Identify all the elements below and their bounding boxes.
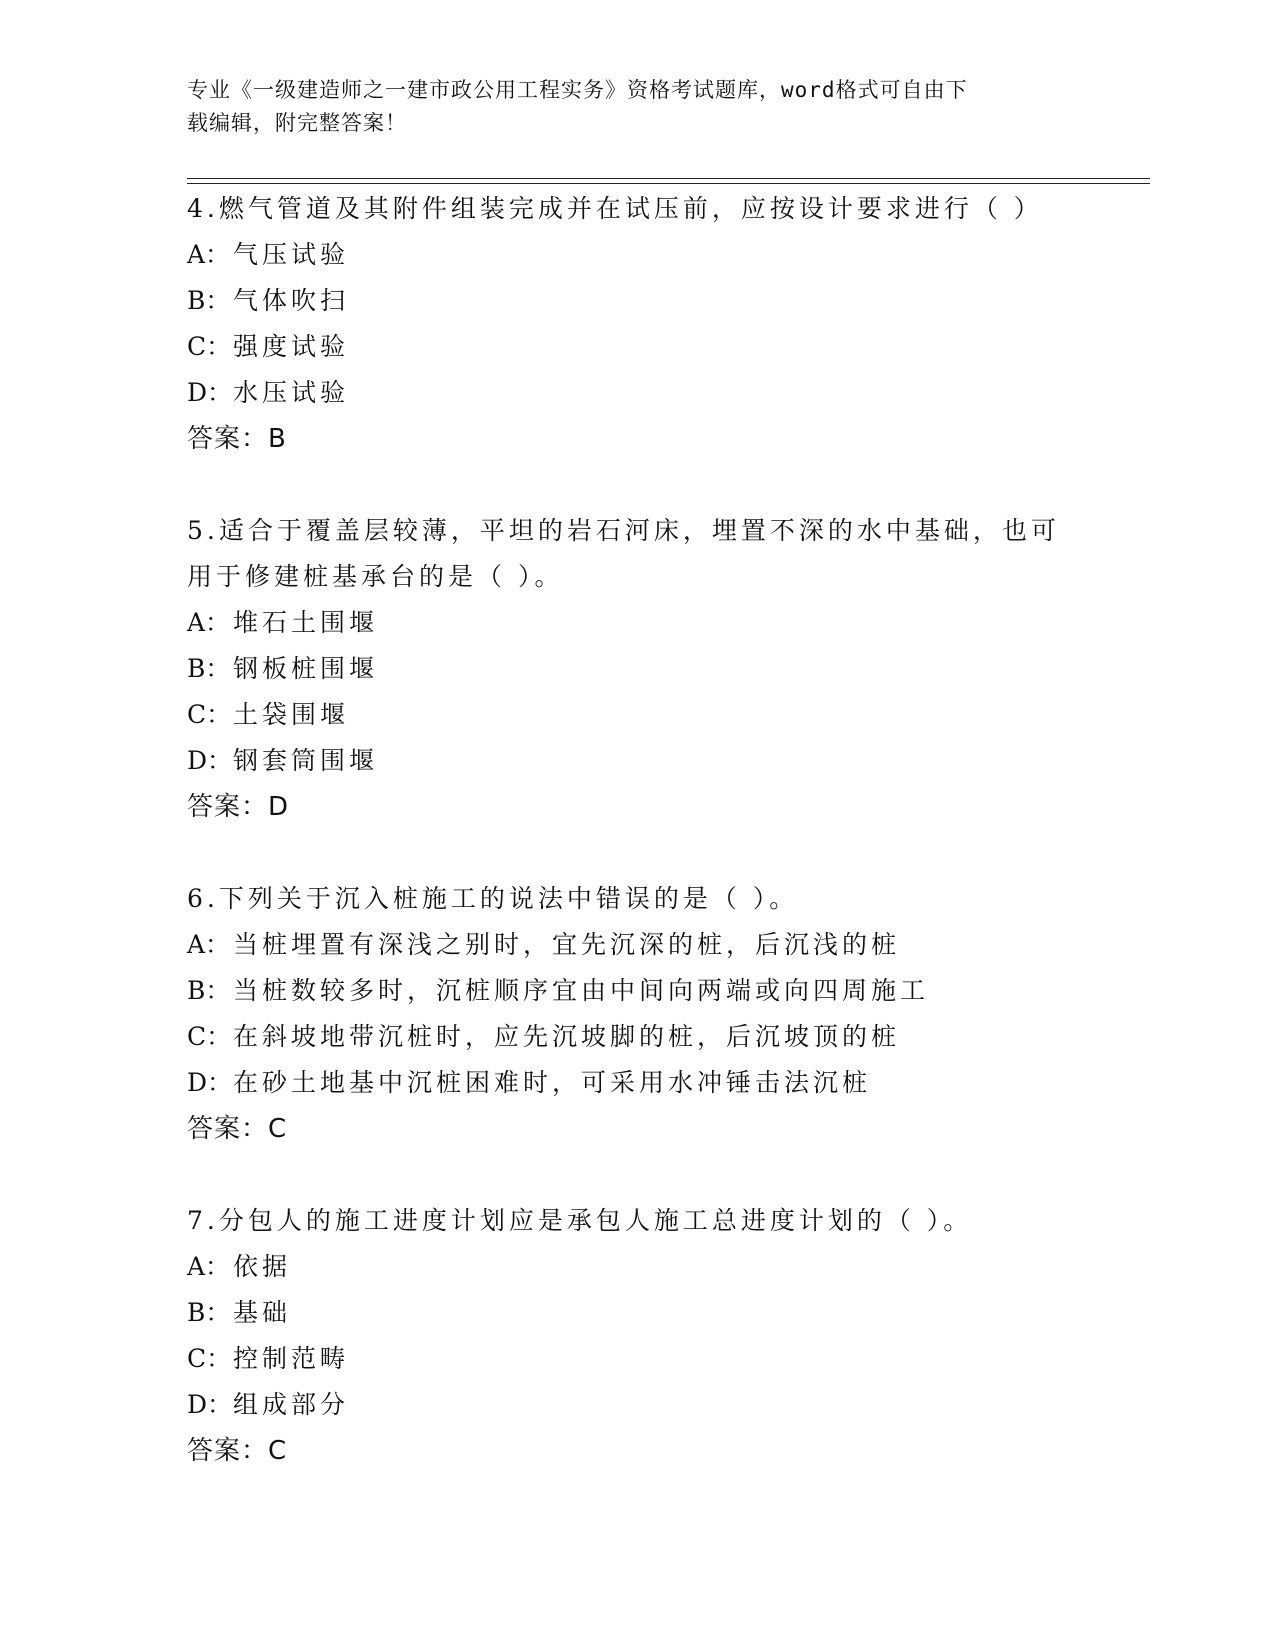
option-text: 钢套筒围堰 <box>233 746 379 775</box>
option-d <box>187 370 1137 416</box>
option-b <box>187 278 1137 324</box>
option-label: B： <box>187 286 231 315</box>
header-line-2: 载编辑，附完整答案！ <box>187 111 407 135</box>
option-c <box>187 1336 1137 1382</box>
option-label: A： <box>187 930 231 959</box>
option-c <box>187 692 1137 738</box>
option-text: 在斜坡地带沉桩时，应先沉坡脚的桩，后沉坡顶的桩 <box>233 1022 901 1051</box>
option-a <box>187 232 1137 278</box>
option-d <box>187 738 1137 784</box>
option-text: 土袋围堰 <box>233 700 350 729</box>
option-c <box>187 324 1137 370</box>
question-item <box>187 876 1137 1152</box>
option-text: 在砂土地基中沉桩困难时，可采用水冲锤击法沉桩 <box>233 1068 872 1097</box>
option-label: D： <box>187 378 233 407</box>
header-line-1: 专业《一级建造师之一建市政公用工程实务》资格考试题库，word格式可自由下 <box>187 78 968 102</box>
option-b <box>187 968 1137 1014</box>
answer-line: 答案：C <box>187 1114 288 1144</box>
question-list <box>187 186 1137 1520</box>
option-label: D： <box>187 1390 233 1419</box>
option-b <box>187 646 1137 692</box>
answer-line: 答案：D <box>187 792 290 822</box>
question-stem: 7.分包人的施工进度计划应是承包人施工总进度计划的（ ）。 <box>187 1206 973 1235</box>
header-divider-bottom <box>187 183 1150 184</box>
question-stem: 5.适合于覆盖层较薄，平坦的岩石河床，埋置不深的水中基础，也可用于修建桩基承台的是（ ）。 <box>187 516 1060 591</box>
option-text: 依据 <box>233 1252 292 1281</box>
document-header <box>187 74 1087 140</box>
question-item <box>187 1198 1137 1474</box>
option-label: A： <box>187 240 231 269</box>
option-d <box>187 1060 1137 1106</box>
option-text: 水压试验 <box>233 378 350 407</box>
option-a <box>187 922 1137 968</box>
option-text: 基础 <box>233 1298 292 1327</box>
question-stem: 6.下列关于沉入桩施工的说法中错误的是（ ）。 <box>187 884 799 913</box>
option-text: 堆石土围堰 <box>233 608 379 637</box>
option-text: 气压试验 <box>233 240 350 269</box>
option-label: B： <box>187 1298 231 1327</box>
header-divider-top <box>187 178 1150 179</box>
option-text: 气体吹扫 <box>233 286 350 315</box>
option-label: C： <box>187 332 232 361</box>
option-b <box>187 1290 1137 1336</box>
option-label: C： <box>187 700 232 729</box>
option-text: 组成部分 <box>233 1390 350 1419</box>
option-c <box>187 1014 1137 1060</box>
option-label: A： <box>187 608 231 637</box>
option-label: A： <box>187 1252 231 1281</box>
question-stem: 4.燃气管道及其附件组装完成并在试压前，应按设计要求进行（ ） <box>187 194 1043 223</box>
option-label: C： <box>187 1344 232 1373</box>
option-label: D： <box>187 746 233 775</box>
option-a <box>187 1244 1137 1290</box>
option-text: 控制范畴 <box>233 1344 350 1373</box>
option-text: 当桩埋置有深浅之别时，宜先沉深的桩，后沉浅的桩 <box>233 930 901 959</box>
option-label: B： <box>187 654 231 683</box>
option-text: 强度试验 <box>233 332 350 361</box>
option-d <box>187 1382 1137 1428</box>
answer-line: 答案：C <box>187 1436 288 1466</box>
option-a <box>187 600 1137 646</box>
option-text: 钢板桩围堰 <box>233 654 379 683</box>
option-label: D： <box>187 1068 233 1097</box>
question-item <box>187 186 1137 462</box>
option-label: C： <box>187 1022 232 1051</box>
option-text: 当桩数较多时，沉桩顺序宜由中间向两端或向四周施工 <box>233 976 930 1005</box>
option-label: B： <box>187 976 231 1005</box>
answer-line: 答案：B <box>187 424 287 454</box>
question-item <box>187 508 1137 830</box>
